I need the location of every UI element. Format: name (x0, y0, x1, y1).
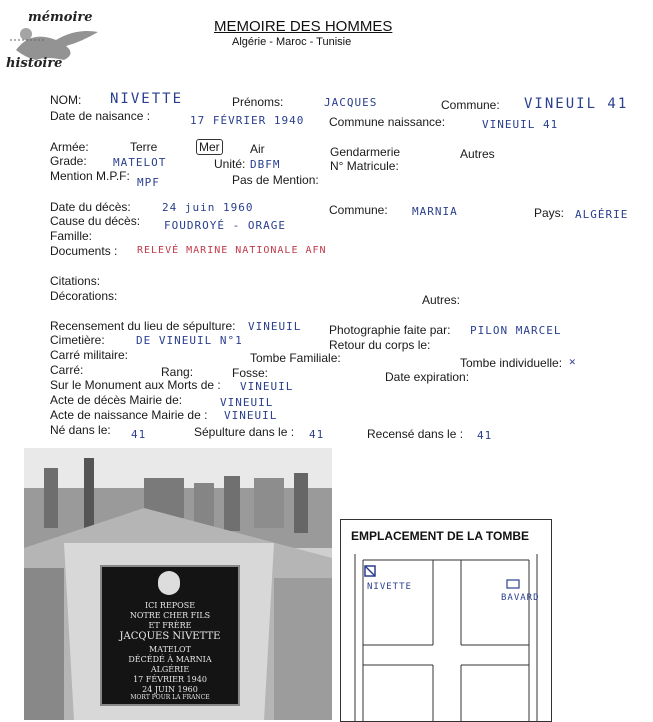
matricule-label: N° Matricule: (330, 159, 399, 173)
recensement-label: Recensement du lieu de sépulture: (50, 319, 236, 333)
monument-label: Sur le Monument aux Morts de : (50, 378, 221, 392)
plaque-line-10: MORT POUR LA FRANCE (130, 694, 210, 701)
deces-label: Date du décès: (50, 200, 131, 214)
unite-value: DBFM (250, 158, 281, 171)
tombe-familiale-label: Tombe Familiale: (250, 351, 341, 365)
carre-label: Carré: (50, 363, 84, 377)
pas-mention-label: Pas de Mention: (232, 173, 319, 187)
mention-value: MPF (137, 176, 160, 189)
citations-label: Citations: (50, 274, 101, 288)
monument-value: VINEUIL (240, 380, 294, 393)
armee-label: Armée: (50, 140, 89, 154)
commune-deces-value: MARNIA (412, 205, 458, 218)
plan-label-nivette: NIVETTE (367, 582, 412, 592)
fosse-label: Fosse: (232, 366, 269, 380)
plan-grid-icon (341, 520, 551, 721)
logo-text-top: mémoire (28, 10, 93, 25)
documents-label: Documents : (50, 244, 118, 258)
page-subtitle: Algérie - Maroc - Tunisie (232, 36, 352, 48)
acte-naissance-value: VINEUIL (224, 409, 278, 422)
ne-dans-label: Né dans le: (50, 423, 111, 437)
recensement-value: VINEUIL (248, 320, 302, 333)
ne-dans-value: 41 (131, 428, 147, 441)
decorations-label: Décorations: (50, 289, 118, 303)
acte-deces-label: Acte de décès Mairie de: (50, 393, 183, 407)
commune-deces-label: Commune: (329, 203, 388, 217)
armee-gendarmerie: Gendarmerie (330, 145, 401, 159)
page-title: MEMOIRE DES HOMMES (214, 18, 393, 35)
acte-deces-value: VINEUIL (220, 396, 274, 409)
prenoms-value: JACQUES (324, 96, 378, 109)
armee-autres: Autres (460, 147, 495, 161)
plan-title: EMPLACEMENT DE LA TOMBE (351, 529, 530, 543)
nom-label: NOM: (50, 93, 82, 107)
nom-value: NIVETTE (110, 91, 184, 107)
photo-value: PILON MARCEL (470, 324, 562, 337)
photo-label: Photographie faite par: (329, 323, 451, 337)
cause-label: Cause du décès: (50, 214, 141, 228)
logo-text-bottom: histoire (6, 56, 63, 71)
retour-label: Retour du corps le: (329, 338, 431, 352)
unite-label: Unité: (214, 157, 246, 171)
plan-label-bavard: BAVARD (501, 593, 540, 603)
portrait-medallion (158, 571, 180, 595)
cimetiere-label: Cimetière: (50, 333, 105, 347)
prenoms-label: Prénoms: (232, 95, 284, 109)
plaque-line-2: NOTRE CHER FILS (129, 611, 211, 620)
commune-value: VINEUIL 41 (524, 96, 629, 112)
documents-value: RELEVÉ MARINE NATIONALE AFN (137, 245, 327, 256)
plaque-line-1: ICI REPOSE (144, 601, 196, 610)
plaque-line-3: ET FRÈRE (148, 621, 192, 630)
recense-dans-label: Recensé dans le : (367, 427, 464, 441)
recense-dans-value: 41 (477, 429, 493, 442)
plaque-line-7: ALGÉRIE (150, 665, 190, 674)
famille-label: Famille: (50, 229, 93, 243)
commune-naissance-value: VINEUIL 41 (482, 118, 559, 131)
plaque-line-5: MATELOT (149, 645, 191, 654)
plaque-line-9: 24 JUIN 1960 (142, 685, 198, 694)
tomb-location-plan (340, 519, 552, 722)
naissance-label: Date de naisance : (50, 109, 151, 123)
plaque-line-6: DÉCÉDÉ À MARNIA (128, 655, 212, 664)
autres-label: Autres: (422, 293, 461, 307)
grave-photograph (24, 448, 332, 720)
commune-label: Commune: (441, 98, 500, 112)
pays-value: ALGÉRIE (575, 208, 629, 221)
pays-label: Pays: (534, 206, 565, 220)
sepulture-dans-label: Sépulture dans le : (194, 425, 295, 439)
naissance-value: 17 FÉVRIER 1940 (190, 114, 305, 127)
cimetiere-value: DE VINEUIL N°1 (136, 334, 243, 347)
deces-value: 24 juin 1960 (162, 201, 254, 214)
armee-terre: Terre (130, 140, 158, 154)
cause-value: FOUDROYÉ - ORAGE (164, 219, 286, 232)
expiration-label: Date expiration: (385, 370, 470, 384)
carre-militaire-label: Carré militaire: (50, 348, 129, 362)
rang-label: Rang: (161, 365, 194, 379)
acte-naissance-label: Acte de naissance Mairie de : (50, 408, 208, 422)
memoire-histoire-logo (6, 10, 106, 72)
plaque-line-4: JACQUES NIVETTE (119, 631, 221, 642)
sepulture-dans-value: 41 (309, 428, 325, 441)
commune-naissance-label: Commune naissance: (329, 115, 446, 129)
mention-label: Mention M.P.F: (50, 169, 130, 183)
grave-plaque (100, 565, 240, 706)
plaque-line-8: 17 FÉVRIER 1940 (133, 675, 207, 684)
grade-value: MATELOT (113, 156, 167, 169)
tombe-individuelle-label: Tombe individuelle: (460, 356, 563, 370)
grade-label: Grade: (50, 154, 87, 168)
armee-mer-circled: Mer (196, 139, 223, 155)
armee-air: Air (250, 142, 265, 156)
tombe-individuelle-mark: ✕ (569, 355, 577, 368)
